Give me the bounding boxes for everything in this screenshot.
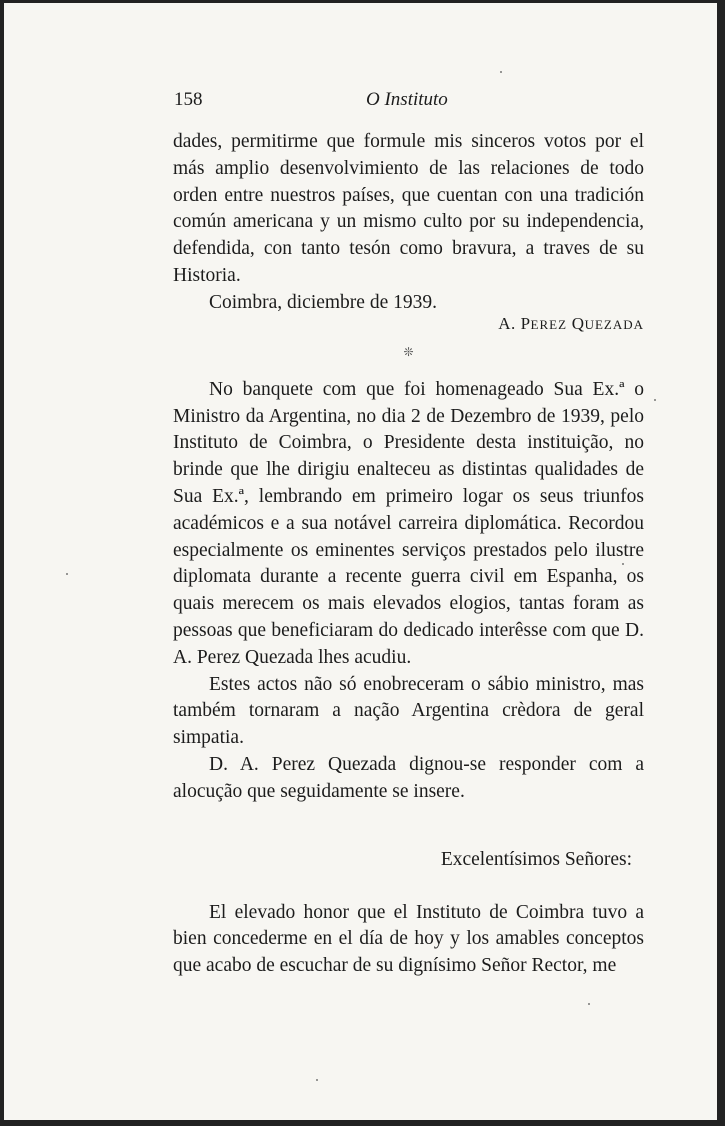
paper-speck — [622, 563, 624, 565]
book-page — [4, 3, 717, 1120]
signature-initial: A. — [498, 313, 516, 333]
signature-first-rest: EREZ — [530, 316, 568, 332]
text-block — [173, 129, 644, 980]
paper-speck — [500, 71, 502, 73]
paper-speck — [316, 1079, 318, 1081]
paper-speck — [654, 399, 656, 401]
paragraph-intro: dades, permitirme que formule mis sinceros votos por el más amplio desenvolvimiento de las relaciones de todo orden entre nuestros países, que cuentan con una tradición común americana y un mismo culto por su independencia, defendida, con tanto tesón como bravura, a traves de su Historia. — [173, 131, 644, 286]
spacer — [173, 806, 644, 846]
paper-speck — [588, 1003, 590, 1005]
paper-speck — [66, 573, 68, 575]
page-number: 158 — [174, 89, 203, 110]
journal-title: O Instituto — [366, 89, 448, 110]
spacer — [173, 874, 644, 900]
signature-second-rest: UEZADA — [584, 316, 644, 332]
signature-second-cap: Q — [571, 313, 585, 333]
running-head — [174, 89, 644, 115]
paragraph-banquet: No banquete com que foi homenageado Sua Ex.ª o Ministro da Argentina, no dia 2 de Dezembro de 1939, pelo Instituto de Coimbra, o Presidente desta instituição, no brinde que lhe dirigiu enalteceu as distintas qualidades de Sua Ex.ª, lembrando em primeiro logar os seus triunfos académicos e a sua notável carreira diplomática. Recordou especialmente os eminentes serviços prestados pelo ilustre diplomata durante a recente guerra civil em Espanha, os quais merecem os mais elevados elogios, tantas foram as pessoas que beneficiaram do dedicado interêsse com que D. A. Perez Quezada lhes acudiu. — [173, 378, 644, 668]
salutation: Excelentísimos Señores: — [440, 848, 632, 870]
signature-first-cap: P — [520, 313, 531, 333]
section-separator: ❊ — [403, 344, 414, 359]
dateline: Coimbra, diciembre de 1939. — [209, 291, 437, 313]
paragraph-acts: Estes actos não só enobreceram o sábio ministro, mas também tornaram a nação Argentina crèdora de geral simpatia. — [173, 673, 644, 749]
paragraph-response: D. A. Perez Quezada dignou-se responder com a alocução que seguidamente se insere. — [173, 753, 644, 802]
paragraph-speech: El elevado honor que el Instituto de Coimbra tuvo a bien concederme en el día de hoy y los amables conceptos que acabo de escuchar de su dignísimo Señor Rector, me — [173, 901, 644, 977]
